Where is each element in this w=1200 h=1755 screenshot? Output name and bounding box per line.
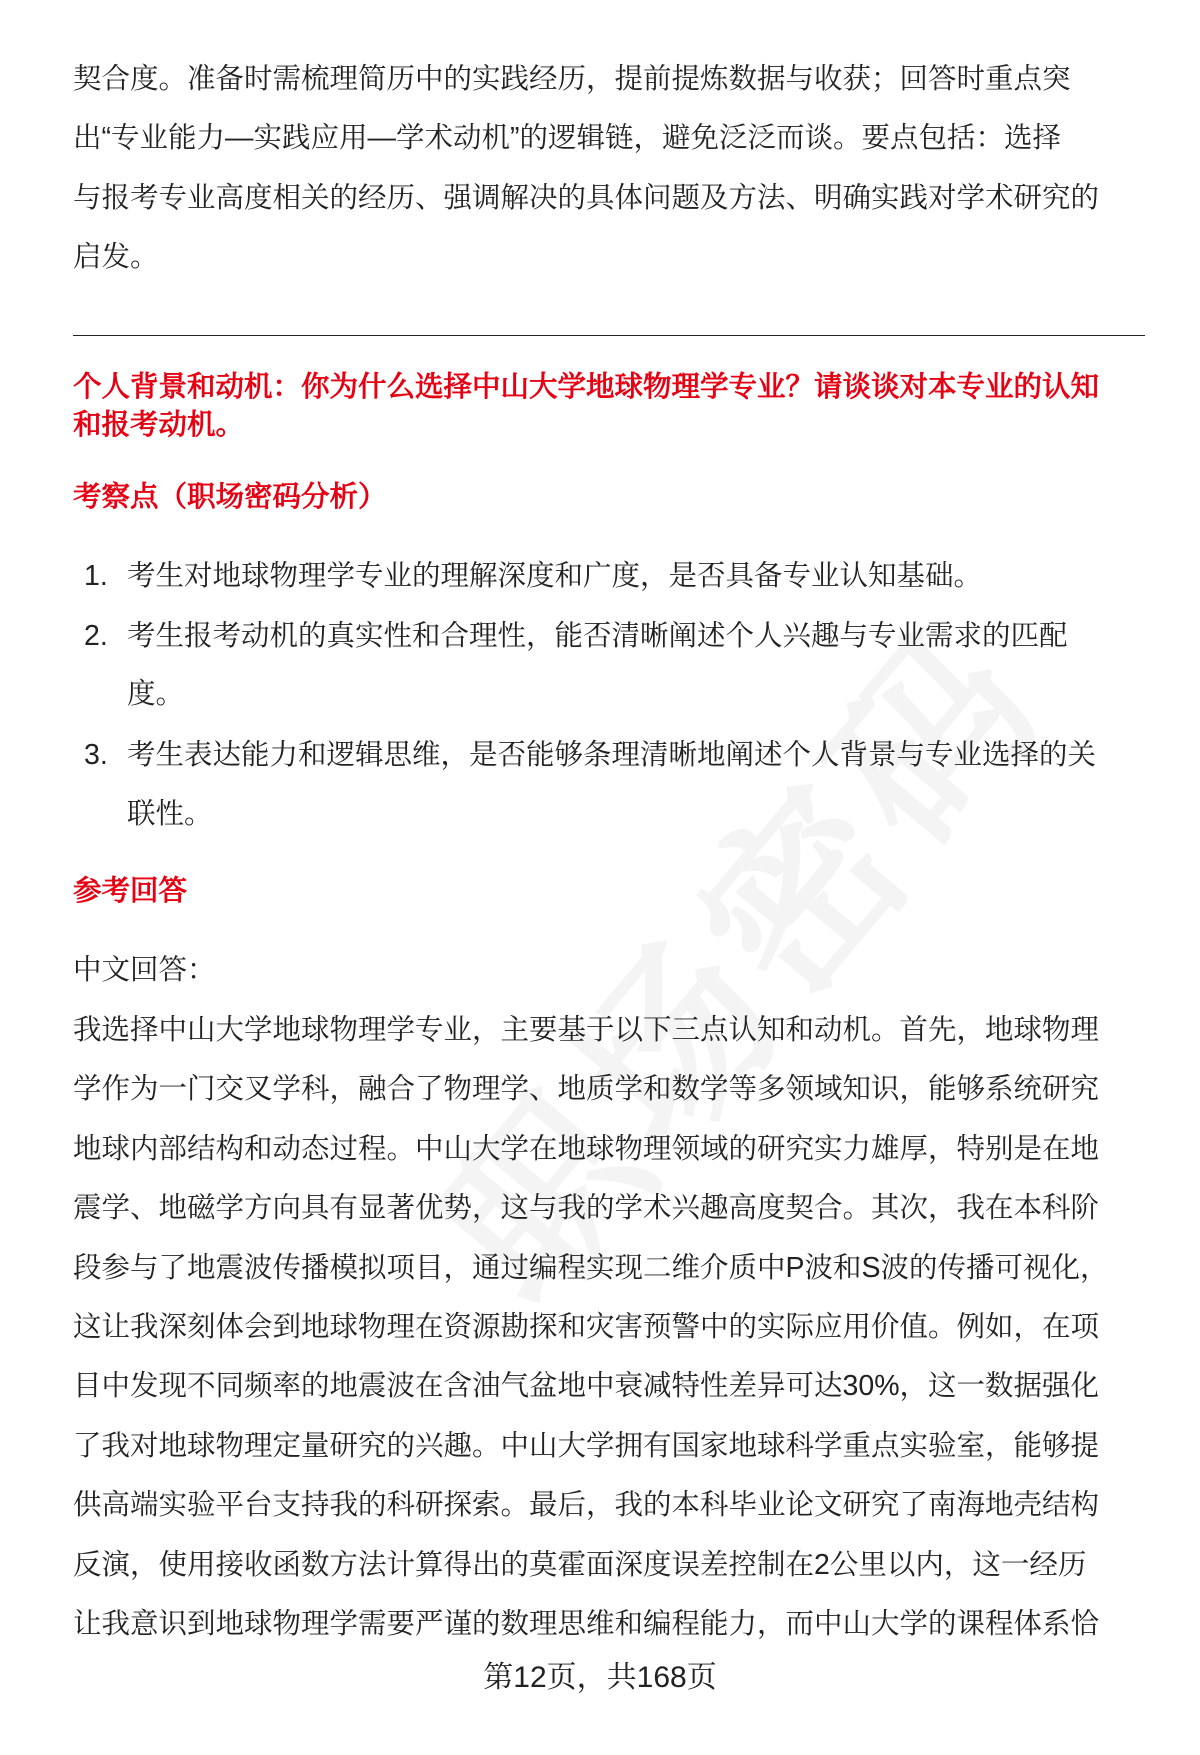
assessment-heading: 考察点（职场密码分析）	[73, 481, 387, 513]
answer-line: 让我意识到地球物理学需要严谨的数理思维和编程能力，而中山大学的课程体系恰	[73, 1608, 1100, 1640]
list-item: 联性。	[127, 798, 213, 830]
intro-line: 出“专业能力—实践应用—学术动机”的逻辑链，避免泛泛而谈。要点包括：选择	[73, 122, 1061, 154]
list-item: 考生对地球物理学专业的理解深度和广度，是否具备专业认知基础。	[127, 560, 983, 592]
reference-heading: 参考回答	[73, 875, 188, 907]
list-item: 考生表达能力和逻辑思维，是否能够条理清晰地阐述个人背景与专业选择的关	[127, 739, 1097, 771]
answer-line: 我选择中山大学地球物理学专业，主要基于以下三点认知和动机。首先，地球物理	[73, 1014, 1100, 1046]
answer-line: 这让我深刻体会到地球物理在资源勘探和灾害预警中的实际应用价值。例如，在项	[73, 1311, 1100, 1343]
question-heading: 个人背景和动机：你为什么选择中山大学地球物理学专业？请谈谈对本专业的认知	[73, 371, 1100, 403]
list-item: 考生报考动机的真实性和合理性，能否清晰阐述个人兴趣与专业需求的匹配	[127, 620, 1068, 652]
question-heading: 和报考动机。	[73, 409, 245, 441]
list-number: 2.	[84, 620, 108, 652]
answer-line: 反演，使用接收函数方法计算得出的莫霍面深度误差控制在2公里以内，这一经历	[73, 1548, 1087, 1581]
answer-line: 地球内部结构和动态过程。中山大学在地球物理领域的研究实力雄厚，特别是在地	[73, 1132, 1100, 1165]
answer-line: 了我对地球物理定量研究的兴趣。中山大学拥有国家地球科学重点实验室，能够提	[73, 1429, 1100, 1462]
list-number: 3.	[84, 739, 108, 771]
answer-line: 目中发现不同频率的地震波在含油气盆地中衰减特性差异可达30%，这一数据强化	[73, 1370, 1100, 1403]
list-item: 度。	[127, 678, 185, 710]
list-number: 1.	[84, 560, 108, 592]
answer-line: 学作为一门交叉学科，融合了物理学、地质学和数学等多领域知识，能够系统研究	[73, 1073, 1100, 1106]
section-divider	[73, 335, 1145, 336]
intro-line: 与报考专业高度相关的经历、强调解决的具体问题及方法、明确实践对学术研究的	[73, 182, 1100, 214]
answer-line: 供高端实验平台支持我的科研探索。最后，我的本科毕业论文研究了南海地壳结构	[73, 1489, 1100, 1522]
answer-label: 中文回答：	[73, 954, 216, 986]
answer-line: 段参与了地震波传播模拟项目，通过编程实现二维介质中P波和S波的传播可视化，	[73, 1251, 1109, 1284]
intro-line: 启发。	[73, 241, 159, 273]
watermark	[368, 562, 1091, 1350]
intro-line: 契合度。准备时需梳理简历中的实践经历，提前提炼数据与收获；回答时重点突	[73, 63, 1071, 95]
page-number: 第12页，共168页	[483, 1661, 717, 1694]
answer-line: 震学、地磁学方向具有显著优势，这与我的学术兴趣高度契合。其次，我在本科阶	[73, 1192, 1100, 1225]
